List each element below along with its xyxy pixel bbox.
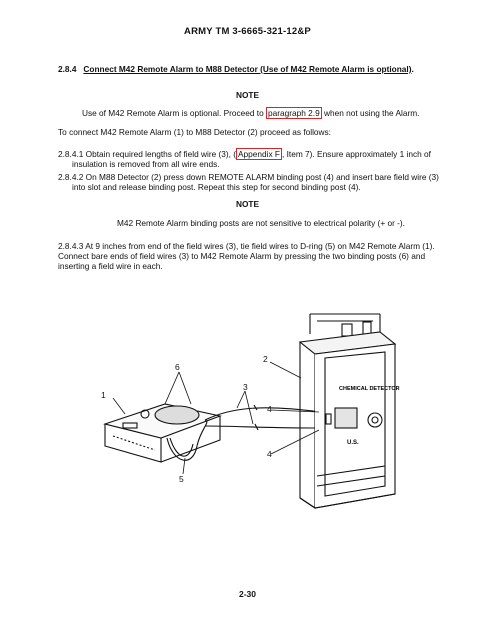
page-header: ARMY TM 3-6665-321-12&P — [184, 26, 311, 37]
appendix-f-link[interactable]: Appendix F — [238, 149, 280, 159]
note-heading-1: NOTE — [235, 90, 260, 100]
step1-line2: insulation is removed from all wire ends. — [72, 159, 220, 169]
note-text-1-start: Use of M42 Remote Alarm is optional. Proceed to — [82, 108, 267, 118]
alarm-connection-figure — [95, 286, 425, 526]
section-heading — [58, 64, 414, 75]
section-title: Connect M42 Remote Alarm to M88 Detector (Use of M42 Remote Alarm is optional) — [83, 64, 412, 74]
section-title-end: . — [411, 64, 414, 74]
note-text-1 — [82, 108, 419, 119]
section-number: 2.8.4 — [58, 64, 77, 74]
callout-4-lower: 4 — [267, 449, 272, 459]
callout-5: 5 — [179, 474, 184, 484]
note-text-1-end: when not using the Alarm. — [321, 108, 420, 118]
figure-drawing — [95, 286, 425, 526]
step-2-8-4-3-line2: Connect bare ends of field wires (3) to M42 Remote Alarm by pressing the two binding posts (6) and — [58, 251, 426, 261]
step-2-8-4-3-line1: 2.8.4.3 At 9 inches from end of the field wires (3), tie field wires to D-ring (5) on M42 Remote Alarm (1). — [58, 241, 435, 251]
m42-remote-alarm — [105, 404, 220, 462]
step-2-8-4-3-line3: inserting a field wire in each. — [58, 261, 163, 271]
paragraph-2-9-link[interactable]: paragraph 2.9 — [268, 108, 320, 118]
callout-6: 6 — [175, 362, 180, 372]
intro-text: To connect M42 Remote Alarm (1) to M88 Detector (2) proceed as follows: — [58, 127, 331, 137]
page-number: 2-30 — [238, 589, 256, 599]
note-heading-2: NOTE — [235, 199, 260, 209]
detector-mark: U.S. — [347, 440, 359, 446]
step-2-8-4-2-line1: 2.8.4.2 On M88 Detector (2) press down REMOTE ALARM binding post (4) and insert bare field wire (3) — [58, 172, 439, 182]
step1-line1-end: , Item 7). Ensure approximately 1 inch of — [282, 149, 431, 159]
note-text-2: M42 Remote Alarm binding posts are not sensitive to electrical polarity (+ or -). — [117, 218, 405, 228]
callout-4-upper: 4 — [267, 404, 272, 414]
detector-label: CHEMICAL DETECTOR — [339, 386, 400, 392]
step1-line1-start: 2.8.4.1 Obtain required lengths of field wire (3), ( — [58, 149, 237, 159]
callout-2: 2 — [263, 354, 268, 364]
callout-1: 1 — [101, 390, 106, 400]
step-2-8-4-2-line2: into slot and release binding post. Repeat this step for second binding post (4). — [72, 182, 361, 192]
callout-3: 3 — [243, 382, 248, 392]
